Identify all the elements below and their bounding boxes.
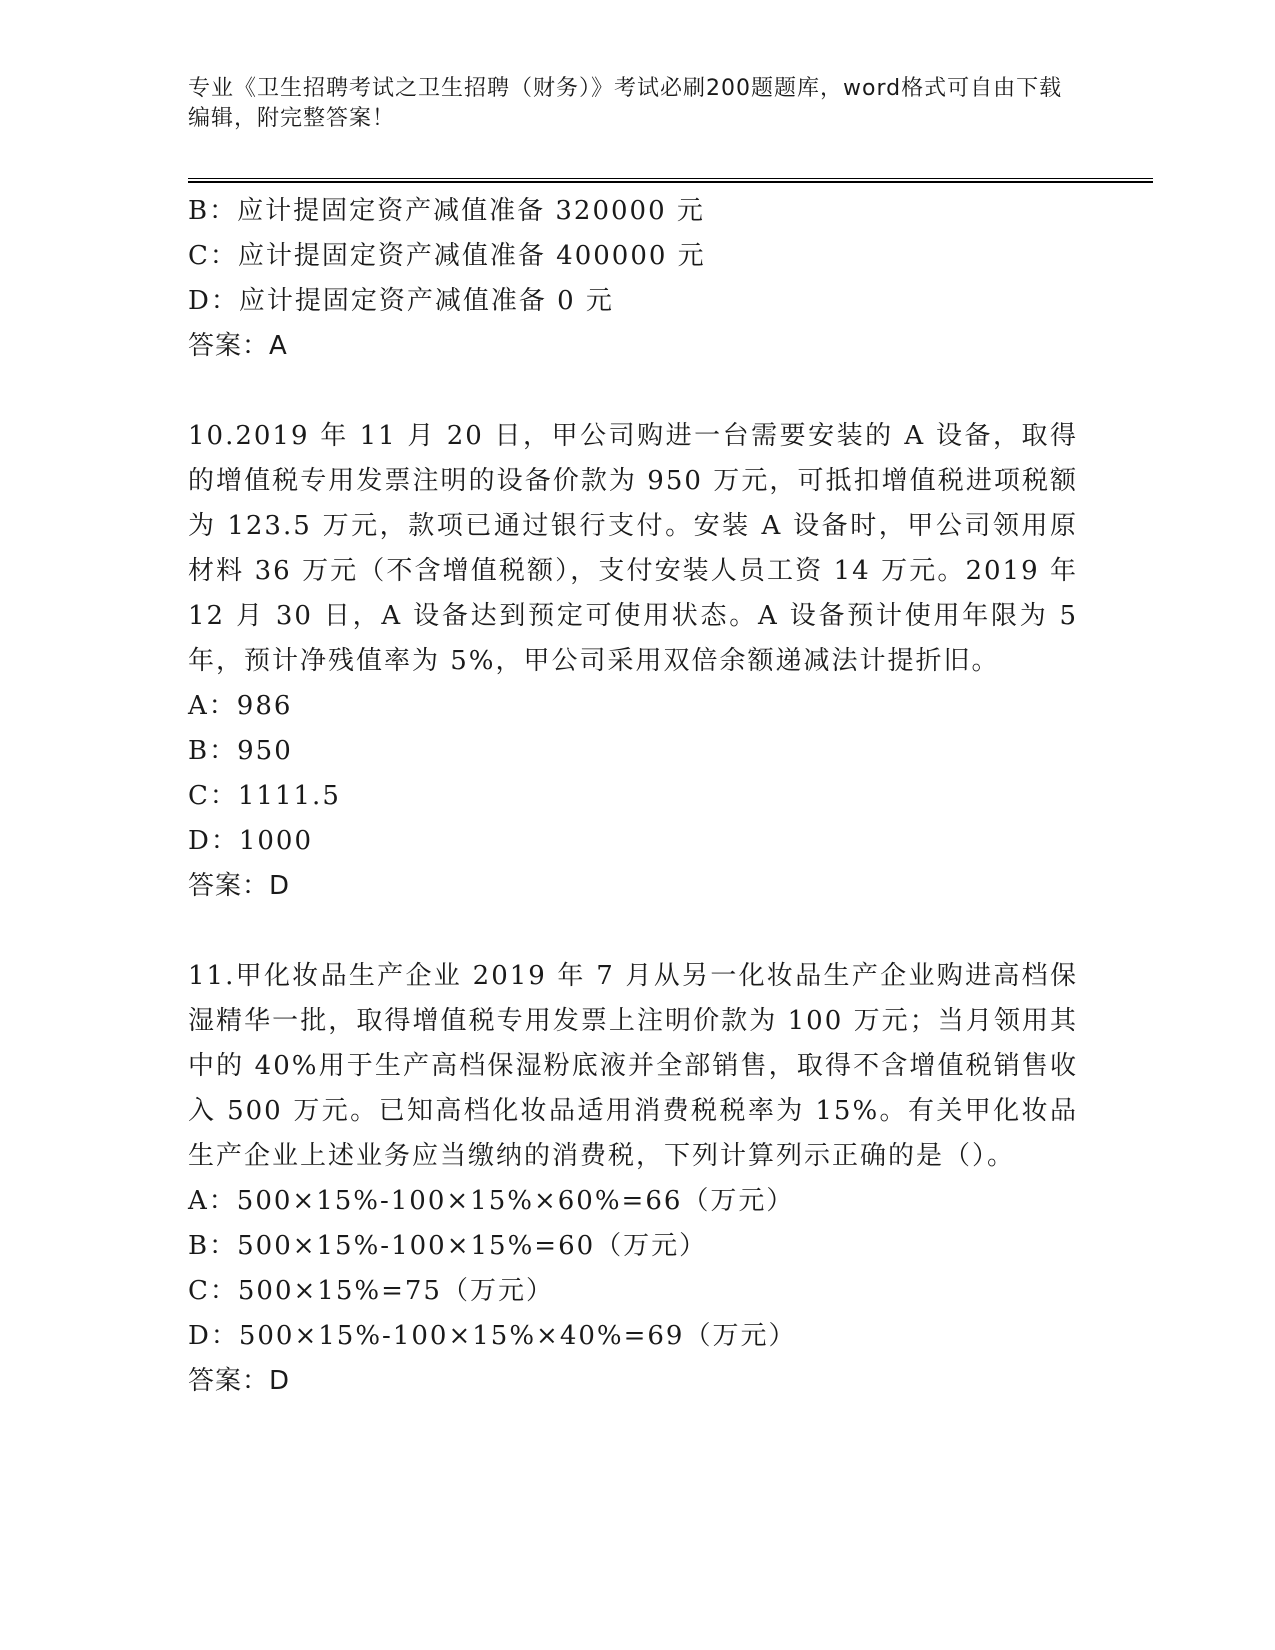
option-c: C：500×15%=75（万元） (188, 1276, 554, 1306)
question-text: 11.甲化妆品生产企业 2019 年 7 月从另一化妆品生产企业购进高档保湿精华一批，取得增值税专用发票上注明价款为 100 万元；当月领用其中的 40%用于生产高档保湿粉底液并全部销售，取得不含增值税销售收入 500 万元。已知高档化妆品适用消费税税率为 15%。有关甲化妆品生产企业上述业务应当缴纳的消费税，下列计算列示正确的是（）。 (188, 961, 1078, 1171)
document-content (188, 189, 1088, 1404)
option-a: A：986 (188, 691, 293, 721)
option-b: B：500×15%-100×15%=60（万元） (188, 1231, 708, 1261)
option-c: C：应计提固定资产减值准备 400000 元 (188, 241, 706, 271)
option-c: C：1111.5 (188, 781, 341, 811)
prev-question-options (188, 189, 1088, 369)
question-11 (188, 954, 1088, 1404)
option-b: B：应计提固定资产减值准备 320000 元 (188, 196, 705, 226)
option-b: B：950 (188, 736, 293, 766)
option-d: D：应计提固定资产减值准备 0 元 (188, 286, 614, 316)
answer: 答案：D (188, 871, 291, 901)
question-text: 10.2019 年 11 月 20 日，甲公司购进一台需要安装的 A 设备，取得的增值税专用发票注明的设备价款为 950 万元，可抵扣增值税进项税额为 123.5 万元，款项已通过银行支付。安装 A 设备时，甲公司领用原材料 36 万元（不含增值税额），支付安装人员工资 14 万元。2019 年 12 月 30 日，A 设备达到预定可使用状态。A 设备预计使用年限为 5 年，预计净残值率为 5%，甲公司采用双倍余额递减法计提折旧。 (188, 421, 1078, 676)
option-a: A：500×15%-100×15%×60%=66（万元） (188, 1186, 795, 1216)
answer: 答案：D (188, 1366, 291, 1396)
header-divider (188, 178, 1153, 179)
answer: 答案：A (188, 331, 288, 361)
question-10 (188, 414, 1088, 909)
page-header: 专业《卫生招聘考试之卫生招聘（财务）》考试必刷200题题库，word格式可自由下载编辑，附完整答案！ (188, 76, 1063, 131)
option-d: D：1000 (188, 826, 314, 856)
option-d: D：500×15%-100×15%×40%=69（万元） (188, 1321, 797, 1351)
